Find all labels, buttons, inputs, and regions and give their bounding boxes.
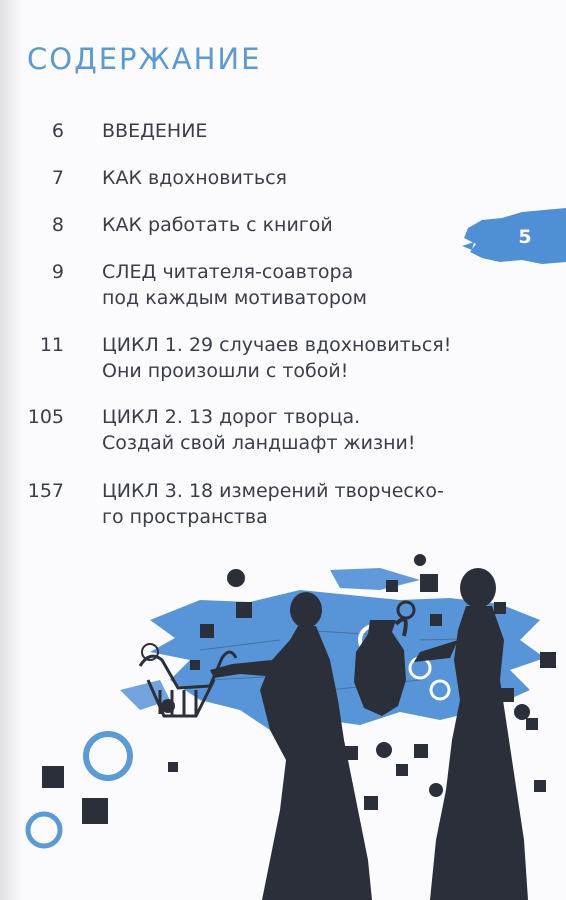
toc-title-line: Они произошли с тобой!	[102, 360, 349, 382]
toc-title-line: ЦИКЛ 1. 29 случаев вдохновиться!	[102, 334, 452, 356]
toc-page-number: 105	[27, 406, 64, 428]
toc-title-line: КАК вдохновиться	[102, 167, 287, 189]
toc-title-line: ЦИКЛ 3. 18 измерений творческо-	[102, 480, 444, 502]
toc-entry-title	[102, 165, 502, 191]
toc-title-line: КАК работать с книгой	[102, 214, 333, 236]
toc-entry-title	[102, 118, 502, 144]
toc-entry-title	[102, 332, 502, 384]
toc-entry-title	[102, 478, 502, 530]
toc-heading: СОДЕРЖАНИЕ	[27, 42, 262, 76]
toc-entry-title	[102, 212, 502, 238]
toc-title-line: ЦИКЛ 2. 13 дорог творца.	[102, 406, 361, 428]
toc-entry-title	[102, 404, 502, 456]
toc-page-number: 157	[27, 480, 64, 502]
decorative-illustration	[0, 540, 566, 900]
toc-page-number: 6	[51, 120, 64, 142]
toc-page-number: 7	[51, 167, 64, 189]
toc-title-line: Создай свой ландшафт жизни!	[102, 432, 416, 454]
page-number: 5	[518, 226, 532, 248]
toc-entry-title	[102, 259, 502, 311]
toc-page-number: 9	[51, 261, 64, 283]
toc-page-number: 8	[51, 214, 64, 236]
toc-title-line: под каждым мотиватором	[102, 287, 367, 309]
toc-title-line: го пространства	[102, 506, 268, 528]
toc-page-number: 11	[39, 334, 64, 356]
toc-title-line: ВВЕДЕНИЕ	[102, 120, 208, 142]
toc-title-line: СЛЕД читателя-соавтора	[102, 261, 354, 283]
